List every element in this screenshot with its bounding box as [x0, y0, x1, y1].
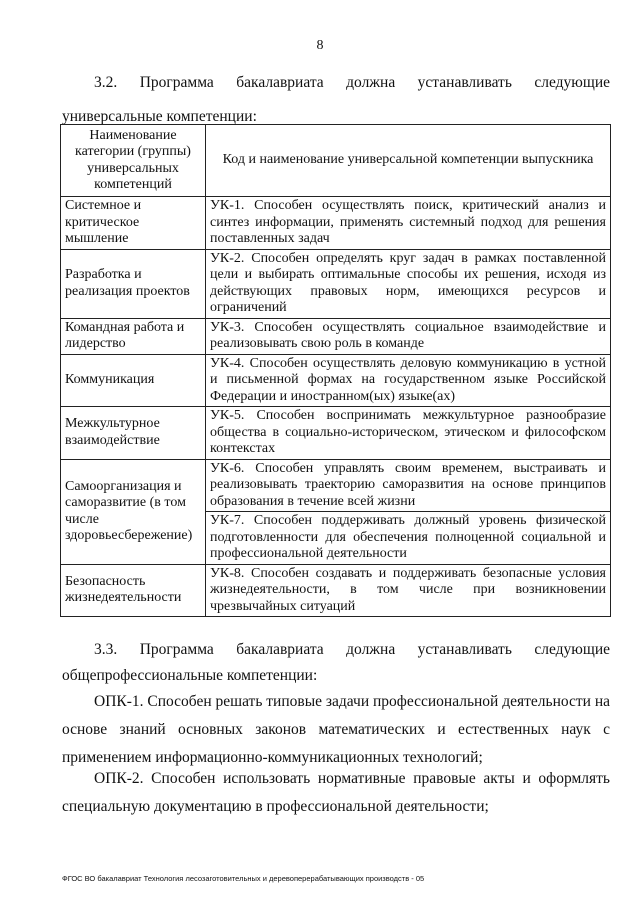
table-row [61, 407, 611, 460]
competency-cell: УК-4. Способен осуществлять деловую коммуникацию в устной и письменной формах на государственном языке Российской Федерации и иностранном(ых) языке(ах) [206, 354, 611, 407]
category-cell: Межкультурное взаимодействие [61, 407, 206, 460]
category-cell: Системное и критическое мышление [61, 197, 206, 250]
competency-cell: УК-3. Способен осуществлять социальное взаимодействие и реализовывать свою роль в команде [206, 318, 611, 354]
category-cell: Командная работа и лидерство [61, 318, 206, 354]
competency-cell: УК-1. Способен осуществлять поиск, критический анализ и синтез информации, применять системный подход для решения поставленных задач [206, 197, 611, 250]
document-footer: ФГОС ВО бакалавриат Технология лесозаготовительных и деревоперерабатывающих производств - 05 [62, 874, 425, 883]
table-row [61, 318, 611, 354]
competency-cell: УК-8. Способен создавать и поддерживать безопасные условия жизнедеятельности, в том числе при возникновении чрезвычайных ситуаций [206, 564, 611, 617]
section-3-2-text: 3.2. Программа бакалавриата должна устанавливать следующие универсальные компетенции: [62, 74, 610, 125]
category-cell: Безопасность жизнедеятельности [61, 564, 206, 617]
category-cell: Разработка и реализация проектов [61, 249, 206, 318]
table-row [61, 459, 611, 512]
opk-2-text: ОПК-2. Способен использовать нормативные правовые акты и оформлять специальную документацию в профессиональной деятельности; [62, 770, 610, 815]
header-category: Наименование категории (группы) универсальных компетенций [61, 125, 206, 197]
section-3-3-text: 3.3. Программа бакалавриата должна устанавливать следующие общепрофессиональные компетенции: [62, 641, 610, 684]
table-row [61, 197, 611, 250]
header-code: Код и наименование универсальной компетенции выпускника [206, 125, 611, 197]
table-header-row [61, 125, 611, 197]
table-row [61, 354, 611, 407]
competency-cell: УК-5. Способен воспринимать межкультурное разнообразие общества в социально-историческом, этическом и философском контекстах [206, 407, 611, 460]
universal-competencies-table [60, 124, 611, 617]
page-number: 8 [316, 38, 324, 53]
competency-cell: УК-2. Способен определять круг задач в рамках поставленной цели и выбирать оптимальные способы их решения, исходя из действующих правовых норм, имеющихся ресурсов и ограничений [206, 249, 611, 318]
competency-cell: УК-7. Способен поддерживать должный уровень физической подготовленности для обеспечения полноценной социальной и профессиональной деятельности [206, 512, 611, 565]
table-row [61, 564, 611, 617]
table-row [61, 249, 611, 318]
category-cell: Коммуникация [61, 354, 206, 407]
category-cell: Самоорганизация и саморазвитие (в том числе здоровьесбережение) [61, 459, 206, 564]
opk-1-text: ОПК-1. Способен решать типовые задачи профессиональной деятельности на основе знаний основных законов математических и естественных наук с применением информационно-коммуникационных технологий; [62, 693, 611, 766]
competency-cell: УК-6. Способен управлять своим временем, выстраивать и реализовывать траекторию саморазвития на основе принципов образования в течение всей жизни [206, 459, 611, 512]
